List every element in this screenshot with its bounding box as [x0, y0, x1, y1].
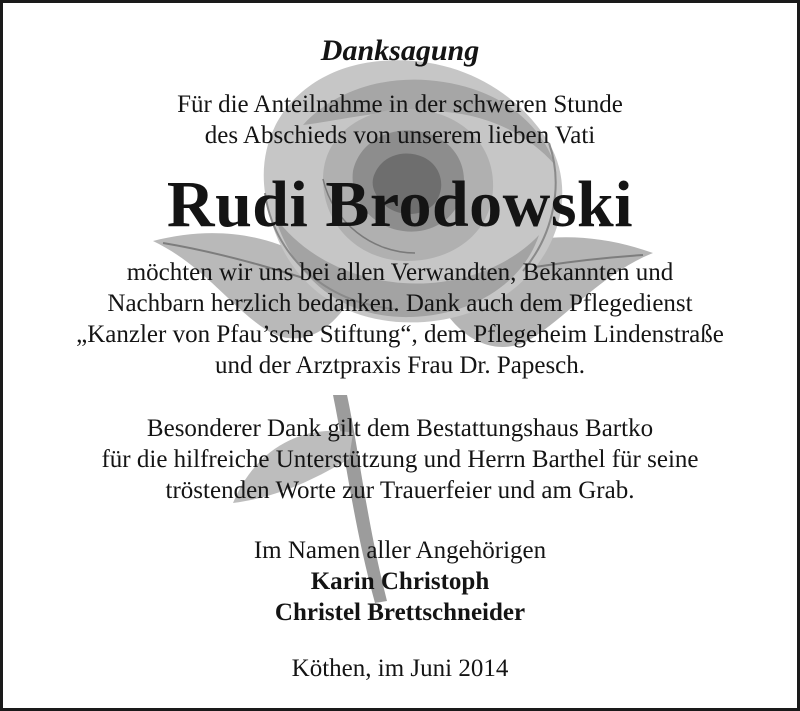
thanks-paragraph-1: [3, 257, 797, 381]
paragraph-line: Nachbarn herzlich bedanken. Dank auch dem Pflegedienst: [107, 290, 693, 317]
place-date: Köthen, im Juni 2014: [291, 655, 509, 682]
paragraph-line: und der Arztpraxis Frau Dr. Papesch.: [214, 352, 586, 379]
closing-block: [3, 535, 797, 628]
signer-name: Karin Christoph: [310, 568, 490, 595]
paragraph-line: für die hilfreiche Unterstützung und Herrn Barthel für seine: [101, 446, 699, 473]
intro-text: [3, 89, 797, 151]
intro-line: Für die Anteilnahme in der schweren Stunde: [177, 91, 623, 118]
deceased-name: Rudi Brodowski: [166, 168, 634, 241]
paragraph-line: Besonderer Dank gilt dem Bestattungshaus Bartko: [146, 415, 654, 442]
paragraph-line: tröstenden Worte zur Trauerfeier und am Grab.: [165, 477, 635, 504]
intro-line: des Abschieds von unserem lieben Vati: [204, 122, 596, 149]
thanks-paragraph-2: [3, 413, 797, 506]
closing-line: Im Namen aller Angehörigen: [253, 537, 547, 564]
paragraph-line: „Kanzler von Pfau’sche Stiftung“, dem Pflegeheim Lindenstraße: [76, 321, 724, 348]
signer-name: Christel Brettschneider: [274, 599, 526, 626]
paragraph-line: möchten wir uns bei allen Verwandten, Bekannten und: [126, 259, 674, 286]
notice-heading: Danksagung: [320, 34, 480, 67]
